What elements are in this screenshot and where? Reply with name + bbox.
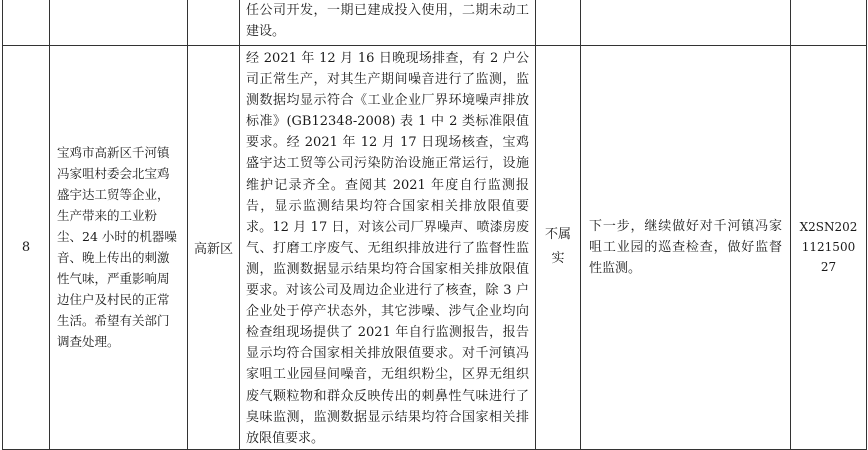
- issue-cell: [50, 0, 188, 46]
- findings-cell: 任公司开发，一期已建成投入使用，二期未动工建设。: [240, 0, 536, 46]
- issue-cell: 宝鸡市高新区千河镇冯家咀村委会北宝鸡盛宇达工贸等企业，生产带来的工业粉尘、24 小时的机器噪音、晚上传出的刺激性气味，严重影响周边住户及村民的正常生活。希望有关部门调查处理。: [50, 46, 188, 450]
- district-cell: [188, 0, 240, 46]
- verdict-cell: 不属实: [536, 46, 581, 450]
- code-cell: [791, 0, 867, 46]
- row-number-cell: 8: [3, 46, 50, 450]
- action-cell: 下一步，继续做好对千河镇冯家咀工业园的巡查检查，做好监督性监测。: [581, 46, 791, 450]
- table-row: [3, 46, 867, 450]
- verdict-cell: [536, 0, 581, 46]
- table-row: [3, 0, 867, 46]
- complaint-table: [2, 0, 867, 450]
- row-number-cell: [3, 0, 50, 46]
- code-cell: X2SN202112150027: [791, 46, 867, 450]
- action-cell: [581, 0, 791, 46]
- district-cell: 高新区: [188, 46, 240, 450]
- findings-cell: 经 2021 年 12 月 16 日晚现场排查，有 2 户公司正常生产，对其生产期间噪音进行了监测，监测数据均显示符合《工业企业厂界环境噪声排放标准》(GB12348-2008) 表 1 中 2 类标准限值要求。经 2021 年 12 月 17 日现场核查，宝鸡盛宇达工贸等公司污染防治设施正常运行，设施维护记录齐全。查阅其 2021 年度自行监测报告，显示监测结果均符合国家相关排放限值要求。12 月 17 日，对该公司厂界噪声、喷漆房废气、打磨工序废气、无组织排放进行了监督性监测，监测数据显示结果均符合国家相关排放限值要求。对该公司及周边企业进行了核查，除 3 户企业处于停产状态外，其它涉噪、涉气企业均向检查组现场提供了 2021 年自行监测报告，报告显示均符合国家相关排放限值要求。对千河镇冯家咀工业园昼间噪音，无组织粉尘，区界无组织废气颗粒物和群众反映传出的刺鼻性气味进行了臭味监测，监测数据显示结果均符合国家相关排放限值要求。: [240, 46, 536, 450]
